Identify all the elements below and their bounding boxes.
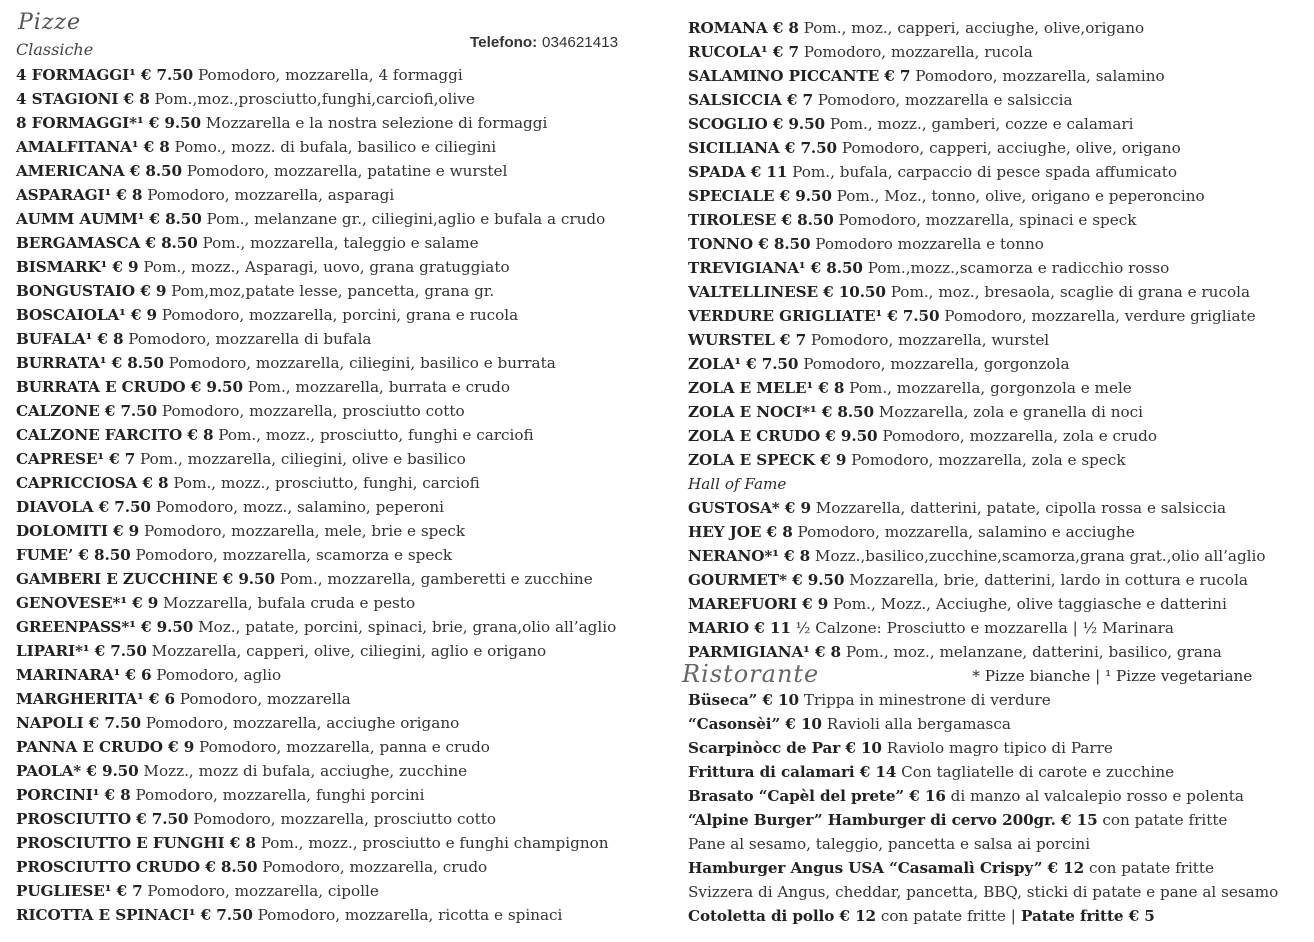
item-name: VALTELLINESE € 10.50: [688, 283, 886, 301]
hall-of-fame-item: [688, 496, 1278, 520]
item-description: Pom., mozz., prosciutto e funghi champignon: [255, 834, 609, 852]
ristorante-items: [688, 688, 1278, 928]
item-description: Mozzarella, capperi, olive, ciliegini, aglio e origano: [146, 642, 547, 660]
item-name: FUME’ € 8.50: [16, 546, 131, 564]
menu-item: [16, 543, 616, 567]
item-name: NERANO*¹ € 8: [688, 547, 811, 565]
item-description: Pomodoro, mozzarella, mele, brie e speck: [139, 522, 466, 540]
item-name: MARINARA¹ € 6: [16, 666, 152, 684]
menu-item: [688, 424, 1278, 448]
menu-item: [688, 40, 1278, 64]
item-name: Büseca” € 10: [688, 691, 799, 709]
item-name: PAOLA* € 9.50: [16, 762, 139, 780]
item-name: BISMARK¹ € 9: [16, 258, 139, 276]
item-description: Pomodoro, capperi, acciughe, olive, origano: [837, 139, 1181, 157]
menu-item: [688, 184, 1278, 208]
menu-item: [688, 400, 1278, 424]
item-description: Mozzarella, zola e granella di noci: [873, 403, 1144, 421]
menu-item: [688, 64, 1278, 88]
item-name: GUSTOSA* € 9: [688, 499, 811, 517]
menu-item: [16, 375, 616, 399]
item-name: CALZONE € 7.50: [16, 402, 158, 420]
item-description: Mozzarella e la nostra selezione di formaggi: [200, 114, 548, 132]
item-description: Pomodoro, mozzarella: [174, 690, 351, 708]
pizza-items-right: [688, 16, 1278, 472]
menu-item: [688, 136, 1278, 160]
menu-item: [16, 447, 616, 471]
hall-of-fame-items: [688, 496, 1278, 664]
item-description: Pomodoro, mozzarella, porcini, grana e rucola: [156, 306, 519, 324]
menu-item: [16, 639, 616, 663]
item-name: GENOVESE*¹ € 9: [16, 594, 159, 612]
item-name: ZOLA E MELE¹ € 8: [688, 379, 845, 397]
item-description: Pom., mozzarella, taleggio e salame: [197, 234, 479, 252]
ristorante-item: [688, 736, 1278, 760]
item-name: MAREFUORI € 9: [688, 595, 829, 613]
item-description: Pomodoro, mozzarella, rucola: [798, 43, 1033, 61]
item-description: Pom.,mozz.,scamorza e radicchio rosso: [862, 259, 1170, 277]
menu-item: [16, 207, 616, 231]
item-name: SCOGLIO € 9.50: [688, 115, 826, 133]
item-description: Pom., melanzane gr., ciliegini,aglio e bufala a crudo: [201, 210, 606, 228]
menu-item: [688, 16, 1278, 40]
item-description: Pom., mozzarella, ciliegini, olive e basilico: [135, 450, 466, 468]
item-name: CAPRICCIOSA € 8: [16, 474, 169, 492]
item-description: Pom., Moz., tonno, olive, origano e peperoncino: [831, 187, 1205, 205]
item-name: TREVIGIANA¹ € 8.50: [688, 259, 863, 277]
item-description: Pom., mozz., prosciutto, funghi e carciofi: [213, 426, 534, 444]
item-name: ASPARAGI¹ € 8: [16, 186, 143, 204]
hall-of-fame-item: [688, 616, 1278, 640]
item-description: di manzo al valcalepio rosso e polenta: [945, 787, 1244, 805]
item-description: Trippa in minestrone di verdure: [799, 691, 1051, 709]
item-name: CAPRESE¹ € 7: [16, 450, 136, 468]
item-name: “Alpine Burger” Hamburger di cervo 200gr. € 15: [688, 811, 1098, 829]
item-name: PARMIGIANA¹ € 8: [688, 643, 842, 661]
item-description: Pomodoro, mozzarella, asparagi: [142, 186, 395, 204]
ristorante-item: [688, 808, 1278, 832]
item-name: BURRATA¹ € 8.50: [16, 354, 164, 372]
menu-item: [16, 567, 616, 591]
item-name: ZOLA E SPECK € 9: [688, 451, 847, 469]
menu-item: [16, 279, 616, 303]
menu-item: [688, 208, 1278, 232]
left-column: [16, 0, 666, 924]
menu-item: [16, 807, 616, 831]
item-description: Pomodoro, mozzarella, salamino: [910, 67, 1165, 85]
item-description: Ravioli alla bergamasca: [821, 715, 1011, 733]
ristorante-item: [688, 856, 1278, 880]
menu-item: [16, 519, 616, 543]
menu-item: [688, 448, 1278, 472]
item-name: TONNO € 8.50: [688, 235, 811, 253]
legend-text: * Pizze bianche | ¹ Pizze vegetariane: [972, 667, 1253, 685]
item-description: Pomodoro, mozzarella, zola e speck: [846, 451, 1126, 469]
item-description: con patate fritte |: [876, 907, 1016, 925]
menu-item: [16, 255, 616, 279]
item-description: Pomodoro, mozzarella di bufala: [123, 330, 372, 348]
item-name: ROMANA € 8: [688, 19, 799, 37]
item-description: Pomodoro, mozzarella, acciughe origano: [140, 714, 460, 732]
item-description: Pomodoro, mozz., salamino, peperoni: [150, 498, 445, 516]
menu-item: [16, 231, 616, 255]
item-name: 4 STAGIONI € 8: [16, 90, 150, 108]
item-name: GOURMET* € 9.50: [688, 571, 845, 589]
item-name: PROSCIUTTO € 7.50: [16, 810, 189, 828]
item-name: WURSTEL € 7: [688, 331, 807, 349]
item-name: RUCOLA¹ € 7: [688, 43, 799, 61]
item-name: BONGUSTAIO € 9: [16, 282, 167, 300]
item-name: SICILIANA € 7.50: [688, 139, 838, 157]
ristorante-item: [688, 688, 1278, 712]
item-description: Pom., mozz., gamberi, cozze e calamari: [825, 115, 1134, 133]
item-name: PROSCIUTTO E FUNGHI € 8: [16, 834, 256, 852]
item-description: Pomodoro, mozzarella, prosciutto cotto: [157, 402, 465, 420]
item-description: con patate fritte: [1084, 859, 1214, 877]
menu-item: [16, 831, 616, 855]
menu-item: [688, 376, 1278, 400]
item-description: Pom., Mozz., Acciughe, olive taggiasche e datterini: [828, 595, 1227, 613]
menu-item: [16, 111, 616, 135]
menu-item: [688, 232, 1278, 256]
item-description: Pomodoro, mozzarella, funghi porcini: [130, 786, 425, 804]
item-description: Pomodoro, mozzarella, zola e crudo: [877, 427, 1157, 445]
item-name: NAPOLI € 7.50: [16, 714, 141, 732]
item-description: Raviolo magro tipico di Parre: [881, 739, 1113, 757]
item-description: Pomodoro mozzarella e tonno: [810, 235, 1044, 253]
item-name: BURRATA E CRUDO € 9.50: [16, 378, 243, 396]
item-name: SALSICCIA € 7: [688, 91, 813, 109]
item-name: ZOLA¹ € 7.50: [688, 355, 799, 373]
item-name: Scarpinòcc de Par € 10: [688, 739, 882, 757]
phone-label: Telefono:: [470, 34, 538, 51]
item-description: Pomodoro, mozzarella, ciliegini, basilico e burrata: [163, 354, 556, 372]
item-name: HEY JOE € 8: [688, 523, 793, 541]
item-name: BERGAMASCA € 8.50: [16, 234, 198, 252]
item-description: Pomo., mozz. di bufala, basilico e ciliegini: [169, 138, 497, 156]
menu-item: [16, 687, 616, 711]
menu-item: [688, 352, 1278, 376]
item-name-secondary: Patate fritte € 5: [1015, 907, 1155, 925]
ristorante-item: [688, 832, 1278, 856]
legend-line: [682, 660, 1278, 688]
menu-item: [16, 759, 616, 783]
item-name: 8 FORMAGGI*¹ € 9.50: [16, 114, 201, 132]
item-name: ZOLA E NOCI*¹ € 8.50: [688, 403, 874, 421]
item-name: PROSCIUTTO CRUDO € 8.50: [16, 858, 258, 876]
item-description: Pom,moz,patate lesse, pancetta, grana gr.: [166, 282, 495, 300]
section-subtitle-classiche: Classiche: [16, 40, 94, 59]
ristorante-item: [688, 712, 1278, 736]
menu-item: [16, 303, 616, 327]
item-description: Pom., mozz., Asparagi, uovo, grana gratuggiato: [138, 258, 510, 276]
hall-of-fame-item: [688, 520, 1278, 544]
item-name: AMERICANA € 8.50: [16, 162, 182, 180]
menu-item: [16, 471, 616, 495]
item-name: BUFALA¹ € 8: [16, 330, 124, 348]
item-description: Pom., mozzarella, gamberetti e zucchine: [274, 570, 593, 588]
menu-item: [688, 304, 1278, 328]
item-description: Pomodoro, mozzarella, 4 formaggi: [193, 66, 463, 84]
item-name: DOLOMITI € 9: [16, 522, 140, 540]
item-name: SPADA € 11: [688, 163, 788, 181]
item-name: AMALFITANA¹ € 8: [16, 138, 170, 156]
item-description: Pom.,moz.,prosciutto,funghi,carciofi,olive: [149, 90, 475, 108]
item-name: ZOLA E CRUDO € 9.50: [688, 427, 878, 445]
item-description: Pom., moz., melanzane, datterini, basilico, grana: [841, 643, 1222, 661]
item-description: Pomodoro, mozzarella, prosciutto cotto: [188, 810, 496, 828]
item-description: Pane al sesamo, taleggio, pancetta e salsa ai porcini: [688, 835, 1091, 853]
item-name: PORCINI¹ € 8: [16, 786, 131, 804]
item-description: Moz., patate, porcini, spinaci, brie, grana,olio all’aglio: [193, 618, 617, 636]
section-title-pizze: Pizze: [18, 10, 82, 35]
item-name: Hamburger Angus USA “Casamalì Crispy” € 12: [688, 859, 1085, 877]
item-description: Pomodoro, mozzarella, scamorza e speck: [130, 546, 453, 564]
item-description: Mozzarella, brie, datterini, lardo in cottura e rucola: [844, 571, 1248, 589]
menu-item: [688, 328, 1278, 352]
item-description: Con tagliatelle di carote e zucchine: [896, 763, 1175, 781]
menu-item: [16, 615, 616, 639]
item-description: Pomodoro, mozzarella, salamino e acciughe: [792, 523, 1135, 541]
hall-of-fame-item: [688, 592, 1278, 616]
menu-item: [16, 711, 616, 735]
ristorante-item: [688, 880, 1278, 904]
item-name: SALAMINO PICCANTE € 7: [688, 67, 911, 85]
menu-item: [688, 256, 1278, 280]
item-description: Mozzarella, datterini, patate, cipolla rossa e salsiccia: [810, 499, 1227, 517]
hall-of-fame-item: [688, 568, 1278, 592]
ristorante-item: [688, 784, 1278, 808]
item-description: Pomodoro, mozzarella, panna e crudo: [194, 738, 490, 756]
item-description: Pomodoro, mozzarella, spinaci e speck: [833, 211, 1137, 229]
item-name: VERDURE GRIGLIATE¹ € 7.50: [688, 307, 940, 325]
item-description: Pom., bufala, carpaccio di pesce spada affumicato: [787, 163, 1178, 181]
pizza-list-right: [682, 16, 1279, 928]
menu-item: [16, 399, 616, 423]
menu-item: [16, 591, 616, 615]
menu-item: [16, 351, 616, 375]
item-description: Pomodoro, mozzarella, ricotta e spinaci: [252, 906, 563, 924]
item-name: GREENPASS*¹ € 9.50: [16, 618, 194, 636]
item-description: con patate fritte: [1097, 811, 1228, 829]
section-title-ristorante: Ristorante: [682, 660, 820, 688]
item-name: GAMBERI E ZUCCHINE € 9.50: [16, 570, 275, 588]
ristorante-item: [688, 904, 1278, 928]
menu-item: [16, 783, 616, 807]
item-description: Mozz.,basilico,zucchine,scamorza,grana grat.,olio all’aglio: [810, 547, 1266, 565]
menu-item: [16, 663, 616, 687]
item-description: Svizzera di Angus, cheddar, pancetta, BBQ, sticki di patate e pane al sesamo: [688, 883, 1279, 901]
menu-header: [16, 0, 666, 64]
item-name: Frittura di calamari € 14: [688, 763, 897, 781]
item-name: PANNA E CRUDO € 9: [16, 738, 195, 756]
item-name: Brasato “Capèl del prete” € 16: [688, 787, 946, 805]
item-name: MARGHERITA¹ € 6: [16, 690, 175, 708]
menu-item: [16, 63, 616, 87]
menu-item: [16, 135, 616, 159]
item-description: Pomodoro, mozzarella, crudo: [257, 858, 488, 876]
item-description: Pom., mozzarella, burrata e crudo: [242, 378, 510, 396]
item-description: Pom., moz., capperi, acciughe, olive,origano: [798, 19, 1145, 37]
menu-item: [16, 423, 616, 447]
item-description: Pom., moz., bresaola, scaglie di grana e rucola: [885, 283, 1251, 301]
menu-item: [16, 495, 616, 519]
item-name: TIROLESE € 8.50: [688, 211, 834, 229]
ristorante-item: [688, 760, 1278, 784]
menu-item: [16, 879, 616, 903]
item-name: MARIO € 11: [688, 619, 791, 637]
item-name: SPECIALE € 9.50: [688, 187, 832, 205]
pizza-list-left: [16, 63, 616, 927]
item-name: DIAVOLA € 7.50: [16, 498, 151, 516]
item-description: Pomodoro, mozzarella, wurstel: [806, 331, 1050, 349]
menu-item: [688, 112, 1278, 136]
menu-item: [688, 280, 1278, 304]
item-description: Pomodoro, aglio: [151, 666, 282, 684]
menu-item: [16, 735, 616, 759]
menu-item: [16, 159, 616, 183]
item-description: Pomodoro, mozzarella, verdure grigliate: [939, 307, 1256, 325]
hall-of-fame-item: [688, 544, 1278, 568]
item-description: Pom., mozz., prosciutto, funghi, carciofi: [168, 474, 480, 492]
menu-item: [688, 160, 1278, 184]
item-description: Pomodoro, mozzarella, cipolle: [142, 882, 379, 900]
item-name: LIPARI*¹ € 7.50: [16, 642, 147, 660]
item-description: Pomodoro, mozzarella, gorgonzola: [798, 355, 1070, 373]
item-name: BOSCAIOLA¹ € 9: [16, 306, 157, 324]
item-name: 4 FORMAGGI¹ € 7.50: [16, 66, 194, 84]
item-description: ½ Calzone: Prosciutto e mozzarella | ½ Marinara: [790, 619, 1174, 637]
item-description: Pomodoro, mozzarella, patatine e wurstel: [181, 162, 508, 180]
menu-item: [16, 855, 616, 879]
item-name: Cotoletta di pollo € 12: [688, 907, 877, 925]
hall-of-fame-title: Hall of Fame: [688, 475, 787, 493]
menu-item: [16, 903, 616, 927]
item-description: Pomodoro, mozzarella e salsiccia: [812, 91, 1073, 109]
item-name: RICOTTA E SPINACI¹ € 7.50: [16, 906, 253, 924]
menu-item: [688, 88, 1278, 112]
item-description: Pom., mozzarella, gorgonzola e mele: [844, 379, 1132, 397]
menu-item: [16, 327, 616, 351]
item-description: Mozz., mozz di bufala, acciughe, zucchine: [138, 762, 468, 780]
item-name: “Casonsèi” € 10: [688, 715, 822, 733]
menu-item: [16, 183, 616, 207]
item-name: CALZONE FARCITO € 8: [16, 426, 214, 444]
item-name: AUMM AUMM¹ € 8.50: [16, 210, 202, 228]
phone-info: [470, 33, 618, 51]
phone-number: 034621413: [542, 34, 619, 51]
item-name: PUGLIESE¹ € 7: [16, 882, 143, 900]
item-description: Mozzarella, bufala cruda e pesto: [158, 594, 416, 612]
menu-item: [16, 87, 616, 111]
